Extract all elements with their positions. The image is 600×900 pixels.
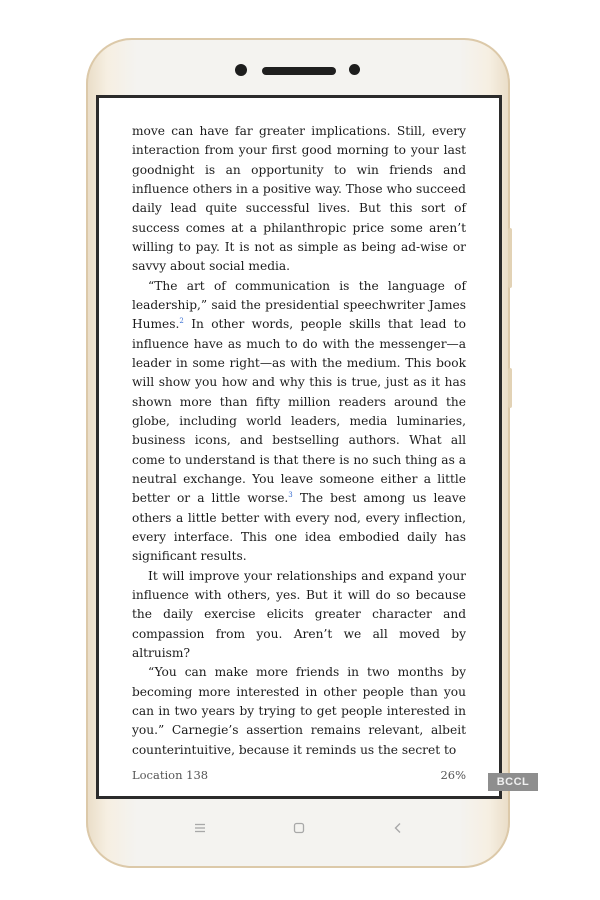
- text-segment: It will improve your relationships and expand your influence with others, yes. But it will do so because the daily exercise elicits greater character and compassion from you. Aren’t we all moved by altruism?: [132, 568, 466, 660]
- text-segment: “The art of communication is the language of leadership,” said the presidential speechwriter James Humes.: [132, 278, 466, 332]
- home-icon[interactable]: [289, 818, 309, 838]
- reader-footer: [132, 768, 466, 782]
- text-segment: The best among us leave others a little better with every nod, every inflection, every interface. This one idea embodied daily has significant results.: [132, 491, 466, 564]
- watermark: BCCL: [488, 773, 538, 791]
- power-button: [508, 368, 512, 408]
- paragraph-3: [132, 567, 466, 664]
- back-icon[interactable]: [388, 818, 408, 838]
- front-camera-left: [235, 64, 247, 76]
- progress-percent[interactable]: 26%: [440, 768, 466, 782]
- text-segment: move can have far greater implications. Still, every interaction from your first good morning to your last goodnight is an opportunity to win friends and influence others in a positive way. Those who succeed daily lead quite successful lives. But this sort of success comes at a philanthropic price some aren’t willing to pay. It is not as simple as being ad-wise or savvy about social media.: [132, 124, 466, 274]
- footnote-link[interactable]: 3: [288, 491, 293, 500]
- text-segment: In other words, people skills that lead to influence have as much to do with the messenger—a leader in some right—as with the medium. This book will show you how and why this is true, just as it has shown more than fifty million readers around the globe, including world leaders, media luminaries, business icons, and bestselling authors. What all come to understand is that there is no such thing as a neutral exchange. You leave someone either a little better or a little worse.: [132, 317, 467, 506]
- earpiece-speaker: [262, 67, 336, 75]
- paragraph-1: [132, 122, 466, 277]
- book-text: [132, 122, 466, 760]
- paragraph-2: [132, 277, 466, 567]
- volume-button: [508, 228, 512, 288]
- menu-icon[interactable]: [190, 818, 210, 838]
- front-camera-right: [349, 64, 360, 75]
- location-indicator[interactable]: Location 138: [132, 768, 209, 782]
- screen: [96, 95, 502, 799]
- text-segment: “You can make more friends in two months by becoming more interested in other people than you can in two years by trying to get people interested in you.” Carnegie’s assertion remains relevant, albeit counterintuitive, because it reminds us the secret to: [132, 665, 466, 757]
- footnote-link[interactable]: 2: [179, 317, 184, 326]
- reader-page[interactable]: [99, 98, 499, 796]
- paragraph-4: [132, 663, 466, 760]
